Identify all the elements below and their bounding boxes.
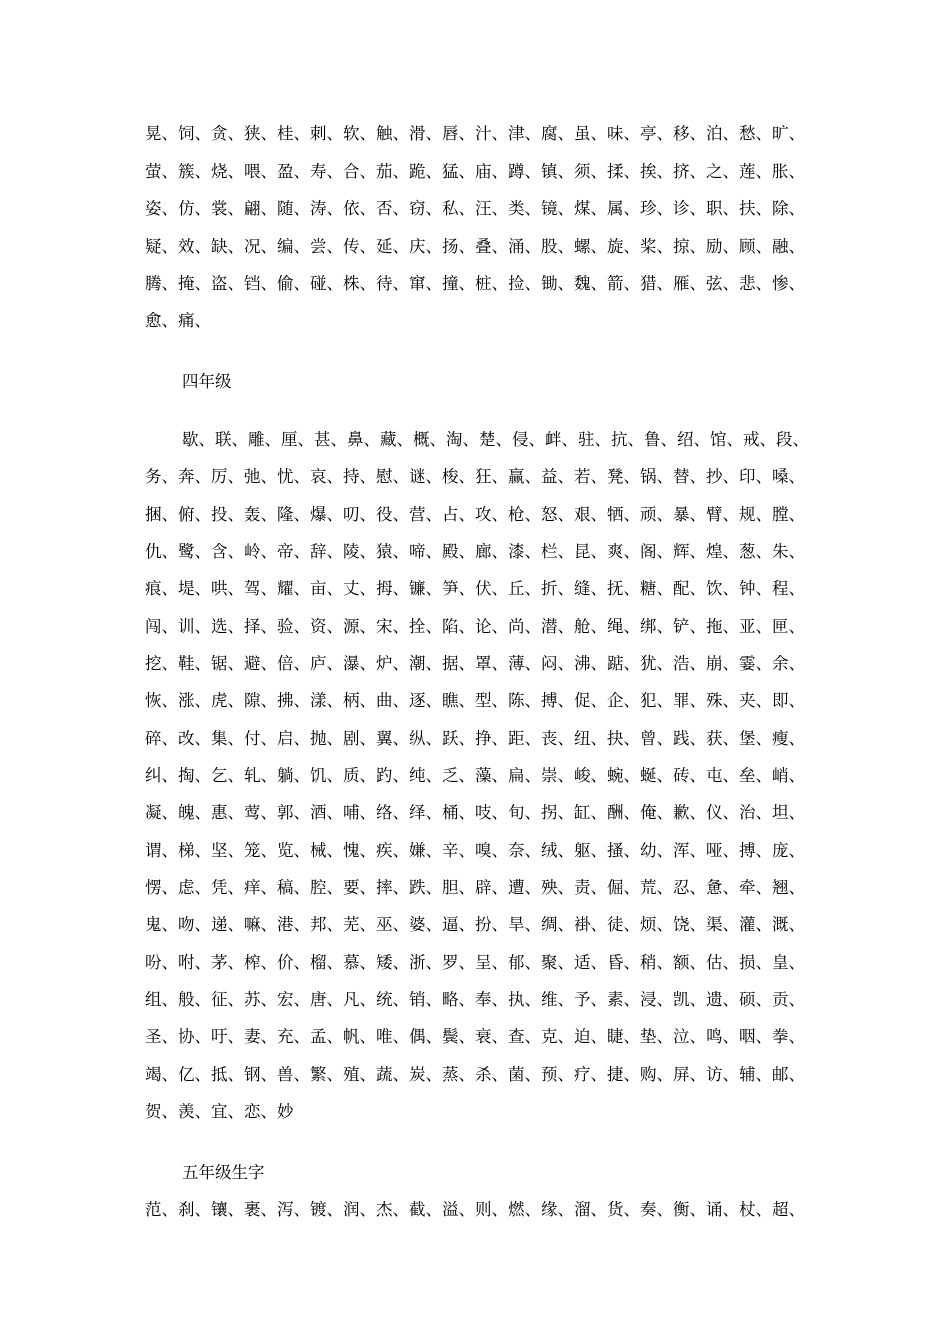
text-line: 疑、效、缺、况、编、尝、传、延、庆、扬、叠、涌、股、螺、旋、桨、掠、励、顾、融、 xyxy=(145,237,805,256)
text-line: 闯、训、选、择、验、资、源、宋、拴、陷、论、尚、潜、舱、绳、绑、铲、拖、亚、匣、 xyxy=(145,617,805,636)
text-line: 贺、羡、宜、恋、妙 xyxy=(145,1102,294,1121)
text-line: 谓、梯、坚、笼、览、械、愧、疾、嫌、辛、嗅、奈、绒、躯、搔、幼、浑、哑、搏、庞、 xyxy=(145,841,805,860)
text-line: 歇、联、雕、厘、甚、鼻、藏、概、淘、楚、侵、衅、驻、抗、鲁、绍、馆、戒、段、 xyxy=(182,430,809,449)
text-line: 组、般、征、苏、宏、唐、凡、统、销、略、奉、执、维、予、素、浸、凯、遗、硕、贡、 xyxy=(145,990,805,1009)
text-line: 愣、虑、凭、痒、稿、腔、要、摔、跌、胆、辟、遭、殃、责、倔、荒、忍、惫、牵、翘、 xyxy=(145,878,805,897)
text-line: 愈、痛、 xyxy=(145,311,211,330)
text-line: 挖、鞋、锯、避、倍、庐、瀑、炉、潮、据、罩、薄、闷、沸、踮、犹、浩、崩、霎、余、 xyxy=(145,654,805,673)
text-line: 范、刹、镶、裹、泻、镀、润、杰、截、溢、则、燃、缘、溜、货、奏、衡、诵、杖、超、 xyxy=(145,1200,805,1219)
section-heading-grade5: 五年级生字 xyxy=(182,1163,265,1182)
text-line: 吩、咐、茅、榨、价、榴、慕、矮、浙、罗、呈、郁、聚、适、昏、稍、额、估、损、皇、 xyxy=(145,953,805,972)
text-line: 鬼、吻、递、嘛、港、邦、芜、巫、婆、逼、扮、旱、绸、褂、徒、烦、饶、渠、灌、溉、 xyxy=(145,915,805,934)
text-line: 碎、改、集、付、启、抛、剧、翼、纵、跃、挣、距、丧、纽、抉、曾、践、获、堡、瘦、 xyxy=(145,729,805,748)
text-line: 萤、簇、烧、喂、盈、寿、合、茄、跪、猛、庙、蹲、镇、须、揉、挨、挤、之、莲、胀、 xyxy=(145,162,805,181)
text-line: 凝、魄、惠、莺、郭、酒、哺、络、绎、桶、吱、旬、拐、缸、酬、俺、歉、仪、治、坦、 xyxy=(145,803,805,822)
text-line: 姿、仿、裳、翩、随、涛、依、否、窃、私、汪、类、镜、煤、属、珍、诊、职、扶、除、 xyxy=(145,199,805,218)
text-line: 竭、亿、抵、钢、兽、繁、殖、蔬、炭、蒸、杀、菌、预、疗、捷、购、屏、访、辅、邮、 xyxy=(145,1065,805,1084)
text-line: 痕、堤、哄、驾、耀、亩、丈、拇、镰、笋、伏、丘、折、缝、抚、糖、配、饮、钟、程、 xyxy=(145,579,805,598)
text-line: 纠、掏、乞、轧、躺、饥、质、趵、纯、乏、藻、扁、崇、峻、蜿、蜒、砖、屯、垒、峭、 xyxy=(145,766,805,785)
text-line: 捆、俯、投、轰、隆、爆、叨、役、营、占、攻、枪、怒、艰、牺、顽、暴、臂、规、膛、 xyxy=(145,505,805,524)
text-line: 恢、涨、虎、隙、拂、漾、柄、曲、逐、瞧、型、陈、搏、促、企、犯、罪、殊、夹、即、 xyxy=(145,691,805,710)
text-line: 腾、掩、盗、铛、偷、碰、株、待、窜、撞、桩、捡、锄、魏、箭、猎、雁、弦、悲、惨、 xyxy=(145,274,805,293)
text-line: 务、奔、厉、弛、忧、哀、持、慰、谜、梭、狂、赢、益、若、凳、锅、替、抄、印、嗓、 xyxy=(145,467,805,486)
text-line: 仇、鹭、含、岭、帝、辞、陵、猿、啼、殿、廊、漆、栏、昆、爽、阁、辉、煌、葱、朱、 xyxy=(145,542,805,561)
section-heading-grade4: 四年级 xyxy=(182,372,232,391)
text-line: 圣、协、吁、妻、充、孟、帆、唯、偶、鬓、衰、查、克、迫、睫、垫、泣、鸣、咽、拳、 xyxy=(145,1027,805,1046)
text-line: 晃、饲、贪、狭、桂、刺、软、触、滑、唇、汁、津、腐、虽、味、亭、移、泊、愁、旷、 xyxy=(145,124,805,143)
